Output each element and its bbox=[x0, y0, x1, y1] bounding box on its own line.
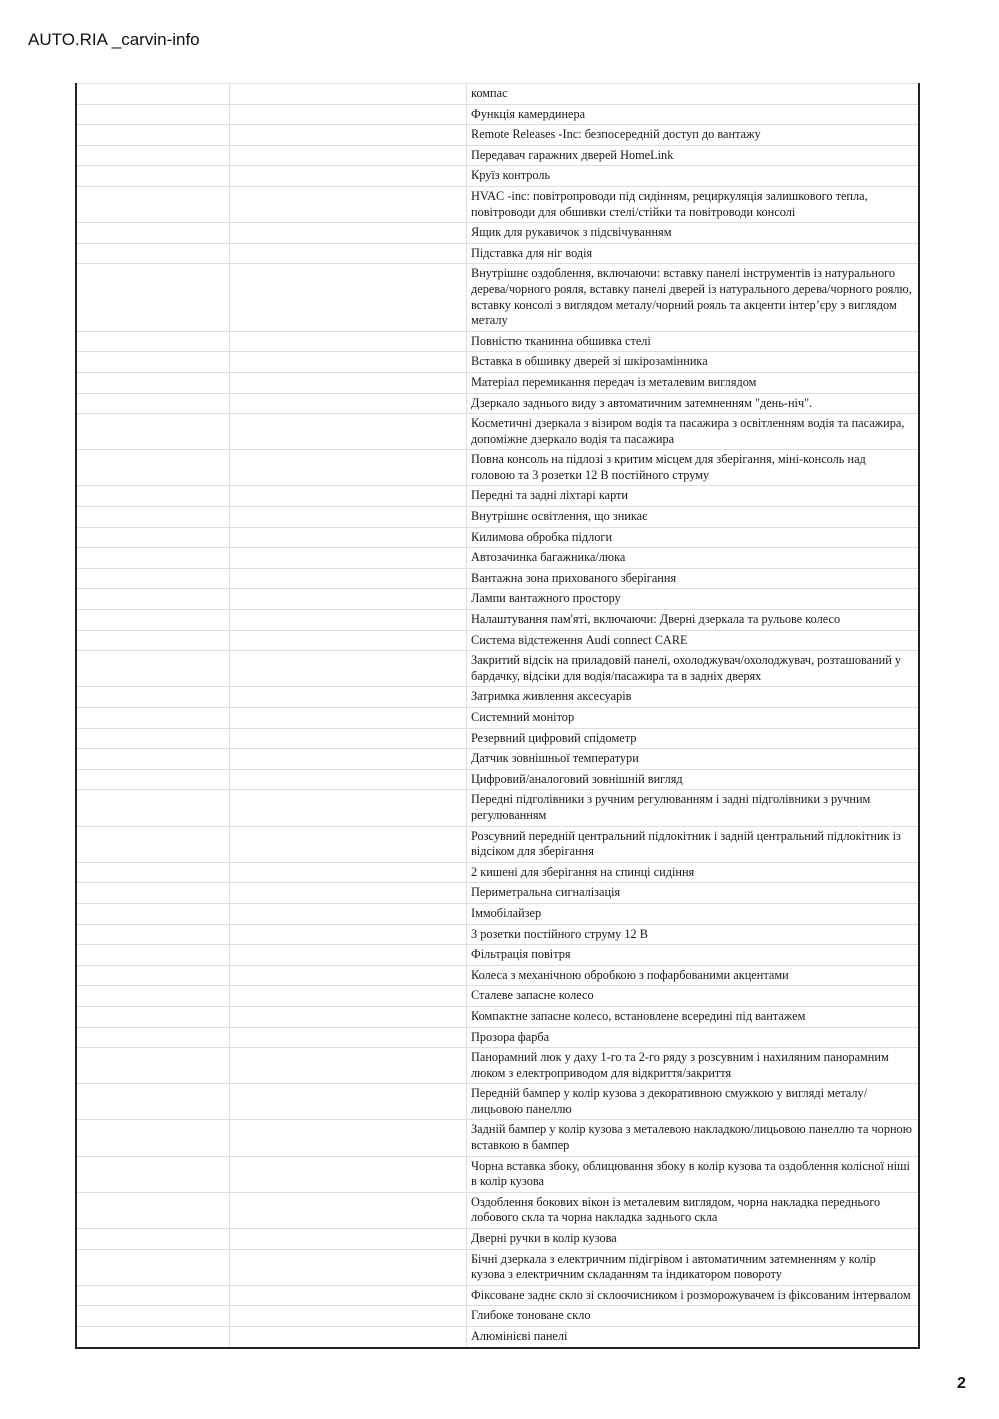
table-row bbox=[77, 1192, 918, 1228]
feature-text: компас bbox=[471, 86, 508, 100]
feature-text: Закритий відсік на приладовій панелі, охолоджувач/охолоджувач, розташований у бардачку, відсіки для водія/пасажира та в задніх дверях bbox=[471, 653, 902, 683]
table-cell-empty bbox=[77, 486, 230, 506]
table-cell-empty bbox=[77, 450, 230, 485]
table-cell-empty bbox=[230, 1193, 467, 1228]
table-cell-empty bbox=[77, 1229, 230, 1249]
feature-text: Повна консоль на підлозі з критим місцем для зберігання, міні-консоль над головою та 3 розетки 12 В постійного струму bbox=[471, 452, 866, 482]
table-row bbox=[77, 630, 918, 651]
table-cell-empty bbox=[77, 1028, 230, 1048]
table-cell-empty bbox=[230, 1286, 467, 1306]
table-row bbox=[77, 1305, 918, 1326]
table-row bbox=[77, 924, 918, 945]
table-cell-empty bbox=[77, 827, 230, 862]
table-cell-empty bbox=[77, 1286, 230, 1306]
feature-text: Прозора фарба bbox=[471, 1029, 550, 1044]
table-row bbox=[77, 1326, 918, 1347]
feature-text: Периметральна сигналізація bbox=[471, 885, 621, 900]
table-row bbox=[77, 145, 918, 166]
table-cell-empty bbox=[230, 904, 467, 924]
table-cell-empty bbox=[230, 770, 467, 790]
table-row bbox=[77, 485, 918, 506]
feature-text: 2 кишені для зберігання на спинці сидіння bbox=[471, 864, 695, 879]
table-cell-empty bbox=[77, 904, 230, 924]
table-cell-empty bbox=[230, 1028, 467, 1048]
table-cell-empty bbox=[230, 651, 467, 686]
feature-text: HVAC -inc: повітропроводи під сидінням, рециркуляція залишкового тепла, повітроводи для обшивки стелі/стійки та повітроводи консолі bbox=[471, 188, 868, 219]
feature-text: Компактне запасне колесо, встановлене всередині під вантажем bbox=[471, 1008, 806, 1023]
table-cell-empty bbox=[230, 548, 467, 568]
table-row bbox=[77, 965, 918, 986]
table-cell-empty bbox=[230, 631, 467, 651]
table-row bbox=[77, 351, 918, 372]
table-cell-empty bbox=[77, 569, 230, 589]
feature-text: Килимова обробка підлоги bbox=[471, 529, 613, 544]
feature-text: Внутрішнє оздоблення, включаючи: вставку панелі інструментів із натурального дерева/чорного рояля, вставку панелі дверей із натурального дерева/чорного роялю, вставку консолі з виглядом металу/чорний рояль та акценти інтер’єру з виглядом металу bbox=[471, 266, 912, 328]
feature-text: Системний монітор bbox=[471, 710, 575, 724]
table-row bbox=[77, 1249, 918, 1285]
feature-text: Датчик зовнішньої температури bbox=[471, 751, 639, 766]
table-cell-empty bbox=[230, 1084, 467, 1119]
table-row bbox=[77, 728, 918, 749]
table-row bbox=[77, 222, 918, 243]
table-cell-empty bbox=[230, 125, 467, 145]
table-row bbox=[77, 547, 918, 568]
feature-text: Дверні ручки в колір кузова bbox=[471, 1231, 617, 1246]
feature-text: Автозачинка багажника/люка bbox=[471, 550, 626, 565]
table-row bbox=[77, 1006, 918, 1027]
table-cell-empty bbox=[230, 146, 467, 166]
table-cell-empty bbox=[230, 827, 467, 862]
feature-text: Чорна вставка збоку, облицювання збоку в колір кузова та оздоблення колісної ніші в колір кузова bbox=[471, 1158, 910, 1189]
table-row bbox=[77, 769, 918, 790]
table-row bbox=[77, 243, 918, 264]
feature-text: Бічні дзеркала з електричним підігрівом і автоматичним затемненням у колір кузова з електричним складанням та індикатором повороту bbox=[471, 1251, 876, 1282]
table-cell-empty bbox=[77, 394, 230, 414]
table-row bbox=[77, 686, 918, 707]
page-number: 2 bbox=[957, 1375, 966, 1392]
table-cell-empty bbox=[77, 631, 230, 651]
table-cell-empty bbox=[230, 1157, 467, 1192]
table-row bbox=[77, 83, 918, 104]
feature-text: Вставка в обшивку дверей зі шкірозамінника bbox=[471, 354, 708, 369]
document-header-title: AUTO.RIA _carvin-info bbox=[28, 30, 200, 49]
table-cell-empty bbox=[77, 651, 230, 686]
feature-text: Лампи вантажного простору bbox=[471, 591, 621, 606]
table-cell-empty bbox=[230, 84, 467, 104]
table-cell-empty bbox=[77, 352, 230, 372]
table-cell-empty bbox=[230, 1007, 467, 1027]
table-row bbox=[77, 944, 918, 965]
table-row bbox=[77, 331, 918, 352]
feature-text: Косметичні дзеркала з візиром водія та пасажира з освітленням водія та пасажира, допоміжне дзеркало водія та пасажира bbox=[471, 416, 905, 446]
table-cell-empty bbox=[230, 790, 467, 825]
feature-text: Фільтрація повітря bbox=[471, 947, 571, 962]
table-row bbox=[77, 393, 918, 414]
table-row bbox=[77, 1228, 918, 1249]
table-cell-empty bbox=[77, 945, 230, 965]
table-cell-empty bbox=[77, 966, 230, 986]
table-cell-empty bbox=[77, 1084, 230, 1119]
table-cell-empty bbox=[77, 507, 230, 527]
feature-text: Панорамний люк у даху 1-го та 2-го ряду з розсувним і нахиляним панорамним люком з електроприводом для відкриття/закриття bbox=[471, 1050, 889, 1080]
table-cell-empty bbox=[77, 749, 230, 769]
table-cell-empty bbox=[77, 1048, 230, 1083]
table-cell-empty bbox=[77, 105, 230, 125]
table-row bbox=[77, 1047, 918, 1083]
table-cell-empty bbox=[230, 729, 467, 749]
feature-text: Функція камердинера bbox=[471, 106, 586, 121]
table-cell-empty bbox=[230, 1120, 467, 1155]
table-cell-empty bbox=[77, 589, 230, 609]
feature-text: Колеса з механічною обробкою з пофарбованими акцентами bbox=[471, 967, 789, 982]
feature-text: Матеріал перемикання передач із металевим виглядом bbox=[471, 374, 757, 389]
table-cell-empty bbox=[77, 187, 230, 222]
feature-text: Затримка живлення аксесуарів bbox=[471, 689, 632, 704]
table-row bbox=[77, 104, 918, 125]
table-row bbox=[77, 568, 918, 589]
feature-text: Налаштування пам'яті, включаючи: Дверні дзеркала та рульове колесо bbox=[471, 612, 841, 627]
feature-text: Вантажна зона прихованого зберігання bbox=[471, 570, 677, 585]
table-cell-empty bbox=[230, 708, 467, 728]
table-row bbox=[77, 506, 918, 527]
table-cell-empty bbox=[230, 966, 467, 986]
feature-text: Remote Releases -Inc: безпосередній доступ до вантажу bbox=[471, 127, 761, 142]
table-row bbox=[77, 186, 918, 222]
table-row bbox=[77, 985, 918, 1006]
table-row bbox=[77, 413, 918, 449]
table-cell-empty bbox=[77, 528, 230, 548]
table-row bbox=[77, 449, 918, 485]
table-cell-empty bbox=[230, 1306, 467, 1326]
table-cell-empty bbox=[230, 105, 467, 125]
table-cell-empty bbox=[77, 708, 230, 728]
table-cell-empty bbox=[230, 569, 467, 589]
table-cell-empty bbox=[230, 166, 467, 186]
table-row bbox=[77, 372, 918, 393]
feature-text: Фіксоване заднє скло зі склоочисником і розморожувачем із фіксованим інтервалом bbox=[471, 1287, 911, 1302]
feature-text: 3 розетки постійного струму 12 В bbox=[471, 926, 648, 941]
table-cell-empty bbox=[230, 223, 467, 243]
table-cell-empty bbox=[77, 264, 230, 330]
table-row bbox=[77, 1119, 918, 1155]
table-cell-empty bbox=[230, 507, 467, 527]
table-row bbox=[77, 1027, 918, 1048]
table-cell-empty bbox=[230, 373, 467, 393]
table-row bbox=[77, 263, 918, 330]
table-cell-empty bbox=[77, 125, 230, 145]
table-cell-empty bbox=[77, 548, 230, 568]
feature-text: Передавач гаражних дверей HomeLink bbox=[471, 147, 674, 162]
table-row bbox=[77, 882, 918, 903]
feature-text: Передні підголівники з ручним регулюванням і задні підголівники з ручним регулюванням bbox=[471, 792, 871, 822]
feature-text: Ящик для рукавичок з підсвічуванням bbox=[471, 225, 672, 240]
table-row bbox=[77, 1156, 918, 1192]
table-row bbox=[77, 862, 918, 883]
table-cell-empty bbox=[77, 1007, 230, 1027]
table-cell-empty bbox=[77, 1327, 230, 1347]
table-cell-empty bbox=[77, 373, 230, 393]
table-cell-empty bbox=[77, 1157, 230, 1192]
feature-text: Глибоке тоноване скло bbox=[471, 1308, 591, 1323]
table-cell-empty bbox=[230, 394, 467, 414]
table-row bbox=[77, 609, 918, 630]
feature-text: Дзеркало заднього виду з автоматичним затемненням "день-ніч". bbox=[471, 395, 813, 410]
table-cell-empty bbox=[230, 1250, 467, 1285]
feature-text: Цифровий/аналоговий зовнішній вигляд bbox=[471, 771, 683, 786]
table-cell-empty bbox=[230, 244, 467, 264]
feature-text: Алюмінієві панелі bbox=[471, 1329, 568, 1343]
table-row bbox=[77, 826, 918, 862]
table-cell-empty bbox=[230, 610, 467, 630]
table-cell-empty bbox=[77, 414, 230, 449]
table-cell-empty bbox=[230, 945, 467, 965]
table-cell-empty bbox=[77, 1193, 230, 1228]
table-cell-empty bbox=[230, 264, 467, 330]
table-cell-empty bbox=[230, 1327, 467, 1347]
table-cell-empty bbox=[77, 790, 230, 825]
table-cell-empty bbox=[230, 863, 467, 883]
feature-text: Задній бампер у колір кузова з металевою накладкою/лицьовою панеллю та чорною вставкою в бампер bbox=[471, 1122, 912, 1153]
table-row bbox=[77, 789, 918, 825]
table-cell-empty bbox=[230, 187, 467, 222]
table-row bbox=[77, 588, 918, 609]
table-cell-empty bbox=[77, 1250, 230, 1285]
table-cell-empty bbox=[77, 166, 230, 186]
feature-text: Система відстеження Audi connect CARE bbox=[471, 632, 688, 647]
table-cell-empty bbox=[230, 986, 467, 1006]
table-cell-empty bbox=[77, 84, 230, 104]
table-cell-empty bbox=[230, 528, 467, 548]
feature-text: Оздоблення бокових вікон із металевим виглядом, чорна накладка переднього лобового скла та чорна накладка заднього скла bbox=[471, 1194, 881, 1225]
table-cell-empty bbox=[230, 352, 467, 372]
table-row bbox=[77, 707, 918, 728]
table-cell-empty bbox=[77, 770, 230, 790]
table-cell-empty bbox=[230, 589, 467, 609]
feature-text: Передній бампер у колір кузова з декоративною смужкою у вигляді металу/лицьовою панеллю bbox=[471, 1086, 868, 1116]
feature-text: Круїз контроль bbox=[471, 168, 551, 183]
table-cell-empty bbox=[77, 146, 230, 166]
feature-text: Внутрішнє освітлення, що зникає bbox=[471, 509, 648, 524]
table-cell-empty bbox=[77, 863, 230, 883]
table-cell-empty bbox=[77, 986, 230, 1006]
table-row bbox=[77, 1285, 918, 1306]
table-row bbox=[77, 650, 918, 686]
table-cell-empty bbox=[77, 244, 230, 264]
table-cell-empty bbox=[77, 332, 230, 352]
feature-text: Передні та задні ліхтарі карти bbox=[471, 488, 629, 503]
table-cell-empty bbox=[77, 223, 230, 243]
table-cell-empty bbox=[230, 450, 467, 485]
feature-text: Резервний цифровий спідометр bbox=[471, 730, 637, 745]
table-row bbox=[77, 748, 918, 769]
table-cell-empty bbox=[230, 749, 467, 769]
table-cell-empty bbox=[230, 332, 467, 352]
feature-text: Повністю тканинна обшивка стелі bbox=[471, 333, 651, 348]
table-cell-empty bbox=[230, 925, 467, 945]
table-cell-empty bbox=[230, 486, 467, 506]
table-row bbox=[77, 903, 918, 924]
feature-text: Сталеве запасне колесо bbox=[471, 988, 594, 1003]
table-cell-empty bbox=[77, 610, 230, 630]
table-cell-empty bbox=[77, 729, 230, 749]
table-cell-empty bbox=[77, 925, 230, 945]
table-row bbox=[77, 124, 918, 145]
table-cell-empty bbox=[230, 1229, 467, 1249]
feature-text: Іммобілайзер bbox=[471, 905, 542, 920]
table-row bbox=[77, 165, 918, 186]
table-cell-empty bbox=[230, 883, 467, 903]
table-row bbox=[77, 1083, 918, 1119]
table-cell-empty bbox=[230, 687, 467, 707]
table-cell-empty bbox=[77, 1306, 230, 1326]
table-cell-empty bbox=[77, 687, 230, 707]
table-row bbox=[77, 527, 918, 548]
feature-text: Підставка для ніг водія bbox=[471, 245, 593, 260]
table-cell-empty bbox=[77, 883, 230, 903]
features-table bbox=[75, 83, 920, 1349]
table-cell-empty bbox=[230, 414, 467, 449]
table-cell-empty bbox=[77, 1120, 230, 1155]
feature-text: Розсувний передній центральний підлокітник і задній центральний підлокітник із відсіком для зберігання bbox=[471, 828, 901, 859]
table-cell-empty bbox=[230, 1048, 467, 1083]
